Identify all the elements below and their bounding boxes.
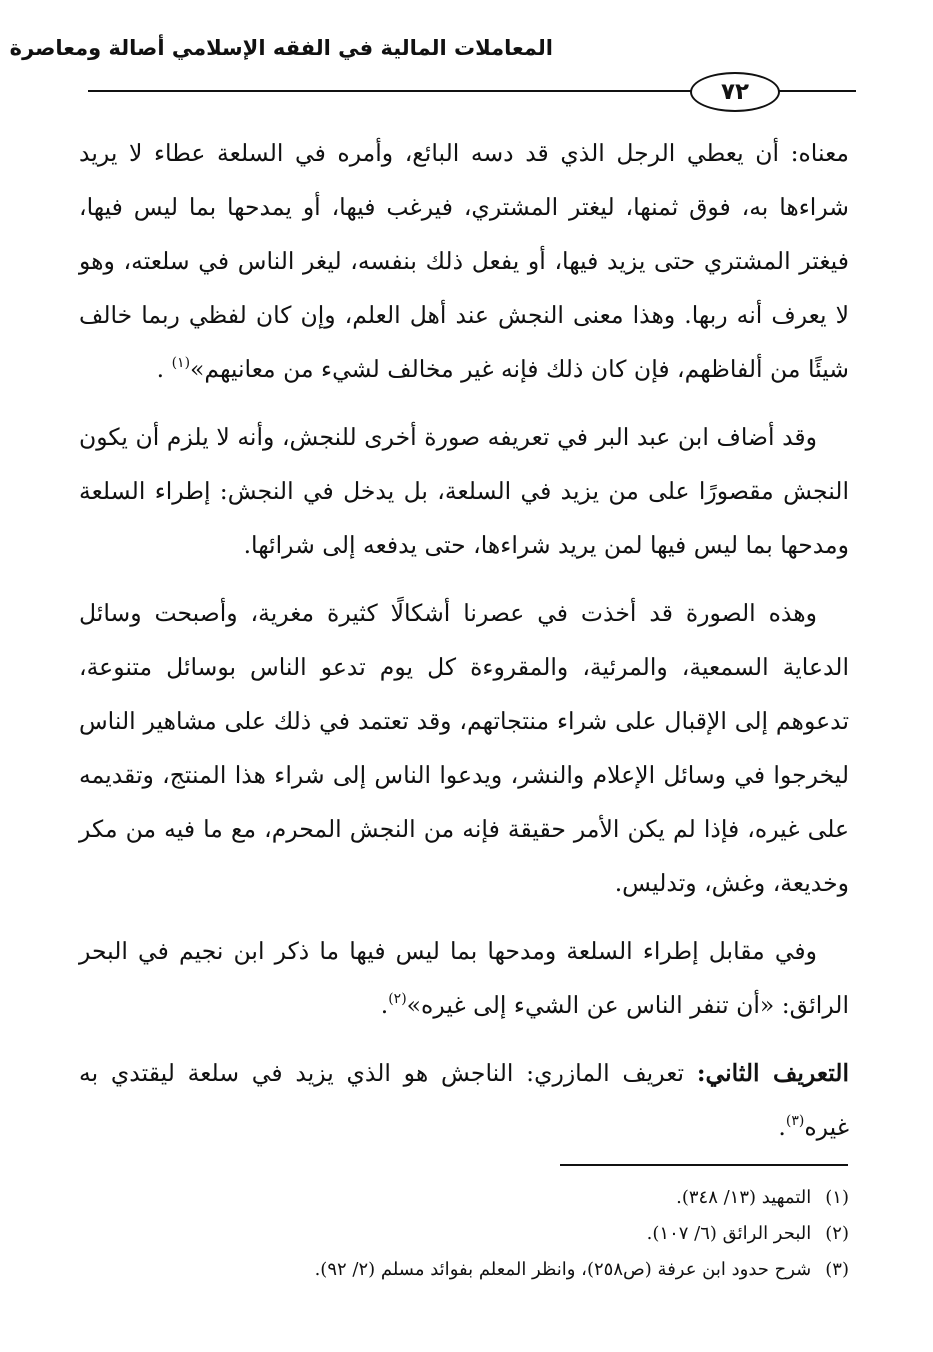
footnote-3-number: (٣) [825, 1259, 849, 1280]
footnote-ref-1[interactable]: (١) [171, 355, 191, 371]
footnote-2 [79, 1216, 849, 1252]
paragraph-5-text: تعريف المازري: الناجش هو الذي يزيد في سلعة ليقتدي به غيره [79, 1059, 849, 1141]
footnote-1-number: (١) [825, 1187, 849, 1208]
paragraph-3-text: وهذه الصورة قد أخذت في عصرنا أشكالًا كثيرة مغرية، وأصبحت وسائل الدعاية السمعية، والمرئية، والمقروءة كل يوم تدعو الناس بوسائل متنوعة، تدعوهم إلى الإقبال على شراء منتجاتهم، وقد تعتمد في ذلك على مشاهير الناس ليخرجوا في وسائل الإعلام والنشر، ويدعوا الناس إلى شراء هذا المنتج، وتقديمه على غيره، فإذا لم يكن الأمر حقيقة فإنه من النجش المحرم، مع ما فيه من مكر وخديعة، وغش، وتدليس. [79, 599, 849, 897]
body-text [79, 126, 849, 1158]
paragraph-3 [79, 586, 849, 910]
paragraph-4 [79, 924, 849, 1032]
paragraph-4-end: . [380, 991, 389, 1019]
footnote-separator [560, 1164, 848, 1166]
paragraph-2 [79, 410, 849, 572]
footnote-3-text: شرح حدود ابن عرفة (ص٢٥٨)، وانظر المعلم بفوائد مسلم (٢/ ٩٢). [314, 1259, 812, 1280]
definition-heading: التعريف الثاني: [696, 1059, 849, 1087]
footnotes [79, 1180, 849, 1288]
footnote-1-text: التمهيد (١٣/ ٣٤٨). [676, 1187, 812, 1208]
footnote-ref-3[interactable]: (٣) [785, 1113, 805, 1129]
paragraph-5-end: . [778, 1113, 786, 1141]
footnote-ref-2[interactable]: (٢) [388, 991, 407, 1007]
paragraph-4-text: وفي مقابل إطراء السلعة ومدحها بما ليس فيها ما ذكر ابن نجيم في البحر الرائق: «أن تنفر الناس عن الشيء إلى غيره» [79, 937, 849, 1019]
paragraph-1-text: معناه: أن يعطي الرجل الذي قد دسه البائع، وأمره في السلعة عطاء لا يريد شراءها به، فوق ثمنها، ليغتر المشتري، فيرغب فيها، أو يمدحها بما ليس فيها، فيغتر المشتري حتى يزيد فيها، أو يفعل ذلك بنفسه، ليغر الناس في سلعته، وهو لا يعرف أنه ربها. وهذا معنى النجش عند أهل العلم، وإن كان لفظي ربما خالف شيئًا من ألفاظهم، فإن كان ذلك فإنه غير مخالف لشيء من معانيهم» [79, 139, 849, 383]
paragraph-1 [79, 126, 849, 396]
footnote-2-number: (٢) [825, 1223, 849, 1244]
footnote-1 [79, 1180, 849, 1216]
page-number-text: ٧٢ [720, 79, 750, 105]
running-head-title: المعاملات المالية في الفقه الإسلامي أصالة ومعاصرة [9, 36, 553, 60]
page-number [690, 72, 780, 112]
paragraph-2-text: وقد أضاف ابن عبد البر في تعريفه صورة أخرى للنجش، وأنه لا يلزم أن يكون النجش مقصورًا على من يزيد في السلعة، بل يدخل في النجش: إطراء السلعة ومدحها بما ليس فيها لمن يريد شراءها، حتى يدفعه إلى شرائها. [79, 423, 849, 559]
paragraph-1-end: . [156, 355, 172, 383]
footnote-2-text: البحر الرائق (٦/ ١٠٧). [646, 1223, 812, 1244]
paragraph-5 [79, 1046, 849, 1154]
footnote-3 [79, 1252, 849, 1288]
